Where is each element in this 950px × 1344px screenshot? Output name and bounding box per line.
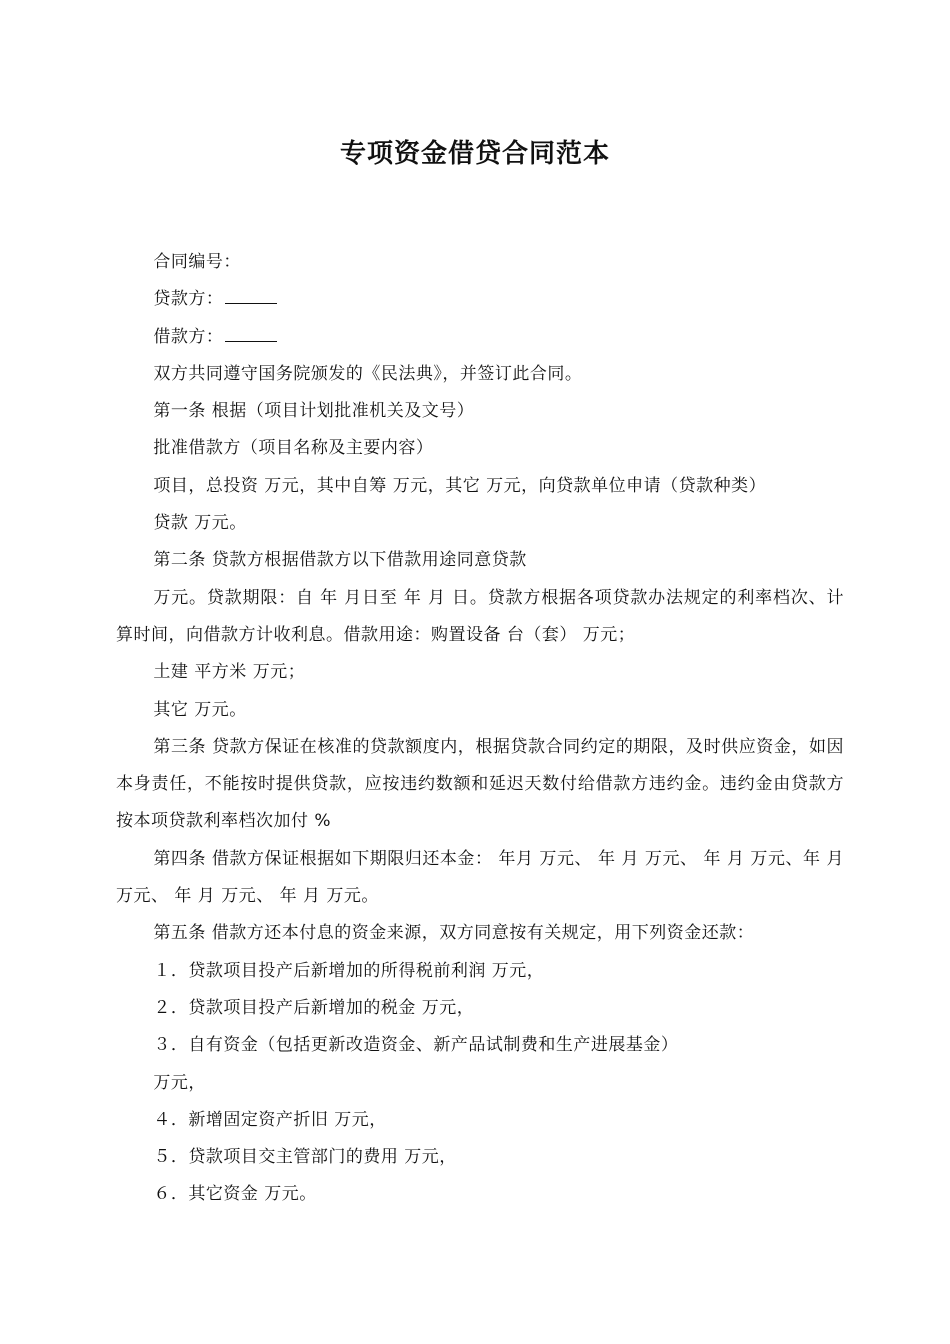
paragraph: 第四条 借款方保证根据如下期限归还本金： 年月 万元、 年 月 万元、 年 月 万元、年 月 万元、 年 月 万元、 年 月 万元。 [116,848,844,907]
paragraph: 万元， [153,1072,206,1093]
paragraph: 第五条 借款方还本付息的资金来源，双方同意按有关规定，用下列资金还款： [153,923,755,944]
paragraph: 土建 平方米 万元； [153,662,306,683]
borrower-blank [225,327,277,342]
borrower-line [116,319,844,356]
document-title: 专项资金借贷合同范本 [339,139,610,169]
contract-number-label: 合同编号： [153,252,241,272]
paragraph: １．贷款项目投产后新增加的所得税前利润 万元， [153,960,545,981]
lender-line [116,281,844,318]
paragraph: 第一条 根据（项目计划批准机关及文号） [153,401,475,422]
contract-number-line [116,244,844,281]
paragraph: 第三条 贷款方保证在核准的贷款额度内，根据贷款合同约定的期限，及时供应资金，如因本身责任，不能按时提供贷款，应按违约数额和延迟天数付给借款方违约金。违约金由贷款方按本项贷款利率档次加付 % [116,736,844,832]
paragraph: 项目，总投资 万元，其中自筹 万元，其它 万元，向贷款单位申请（贷款种类） [153,475,767,496]
paragraph: 双方共同遵守国务院颁发的《民法典》，并签订此合同。 [153,363,583,384]
lender-blank [225,289,277,304]
borrower-label: 借款方： [153,326,224,347]
paragraph: ３．自有资金（包括更新改造资金、新产品试制费和生产进展基金） [153,1035,679,1056]
paragraph: 万元。贷款期限：自 年 月日至 年 月 日。贷款方根据各项贷款办法规定的利率档次、计算时间，向借款方计收利息。借款用途：购置设备 台（套） 万元； [116,587,844,645]
paragraph: ２．贷款项目投产后新增加的税金 万元， [153,997,475,1018]
paragraph: 其它 万元。 [153,699,247,720]
paragraph: 第二条 贷款方根据借款方以下借款用途同意贷款 [153,550,527,571]
document-body [116,244,844,1214]
paragraph: ５．贷款项目交主管部门的费用 万元， [153,1147,457,1168]
lender-label: 贷款方： [153,289,224,310]
paragraph: 贷款 万元。 [153,513,247,534]
paragraph: 批准借款方（项目名称及主要内容） [153,438,434,459]
paragraph: ６．其它资金 万元。 [153,1184,317,1205]
paragraph: ４．新增固定资产折旧 万元， [153,1109,387,1130]
